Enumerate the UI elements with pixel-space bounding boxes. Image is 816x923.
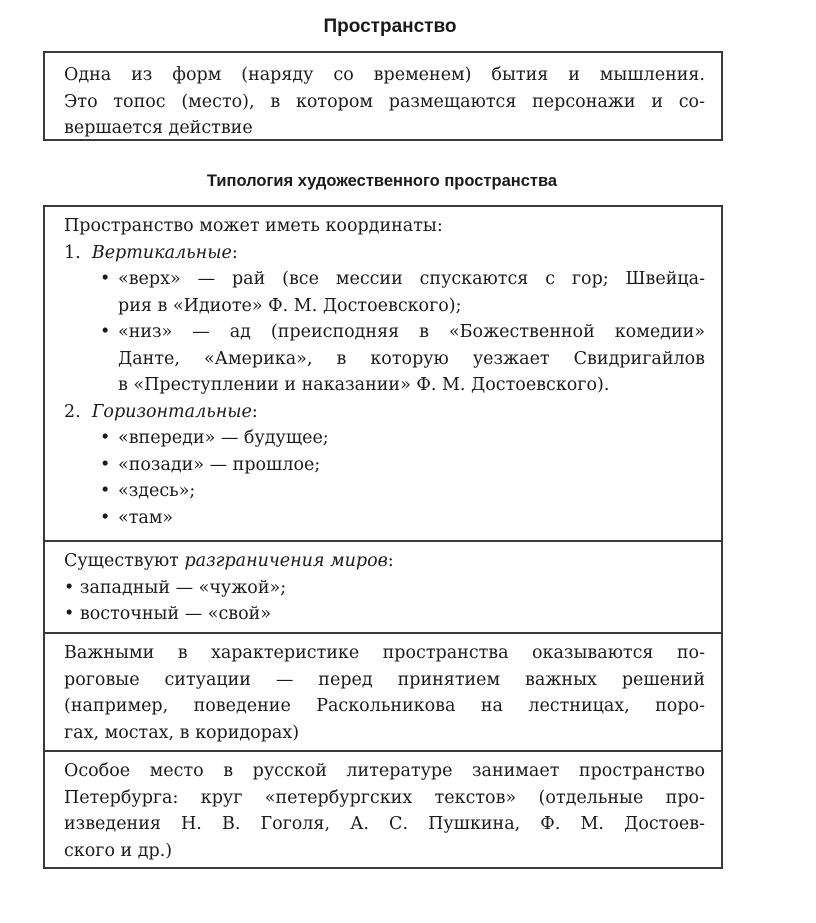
behind-text: «позади» — прошлое;: [118, 454, 321, 475]
worlds-intro-emphasis: разграничения миров: [184, 551, 388, 571]
petersburg-line: ского и др.): [64, 840, 173, 861]
threshold-section: [45, 634, 721, 752]
list-item: [64, 505, 705, 532]
petersburg-section: [45, 752, 721, 864]
list-item: [64, 575, 705, 602]
petersburg-line: Петербурга: круг «петербургских текстов» (отдельные про-: [64, 787, 705, 808]
east-text: восточный — «свой»: [79, 604, 272, 624]
colon: :: [231, 242, 238, 263]
vertical-label: Вертикальные: [91, 242, 232, 263]
down-line-1: «низ» — ад (преисподняя в «Божественной комедии»: [118, 322, 705, 342]
horizontal-label: Горизонтальные: [91, 401, 252, 422]
bullet: •: [64, 577, 75, 598]
up-line-1: «верх» — рай (все мессии спускаются с гор; Швейца-: [118, 269, 705, 289]
list-item: [64, 319, 705, 346]
typology-table: [43, 205, 723, 869]
list-item: [64, 601, 705, 628]
list-item: [64, 425, 705, 452]
there-text: «там»: [118, 507, 174, 528]
bullet: •: [100, 322, 111, 342]
threshold-line: гах, мостах, в коридорах): [64, 722, 300, 743]
ahead-text: «впереди» — будущее;: [118, 428, 329, 448]
threshold-line: роговые ситуации — перед принятием важных решений: [64, 669, 705, 690]
west-text: западный — «чужой»;: [79, 577, 287, 598]
definition-box: [43, 51, 723, 141]
bullet: •: [100, 481, 111, 501]
definition-line: Одна из форм (наряду со временем) бытия и мышления.: [64, 65, 705, 85]
list-number: 2.: [64, 401, 81, 422]
page-title: Пространство: [323, 16, 457, 37]
list-item: [64, 478, 705, 505]
coordinates-section: [45, 207, 721, 542]
list-number: 1.: [64, 242, 81, 263]
bullet: •: [64, 604, 75, 624]
bullet: •: [100, 507, 111, 528]
here-text: «здесь»;: [118, 481, 196, 501]
coordinates-intro: Пространство может иметь координаты:: [64, 216, 443, 236]
list-item-cont: Данте, «Америка», в которую уезжает Свидригайлов: [118, 348, 705, 369]
vertical-heading: [64, 240, 705, 267]
definition-line: вершается действие: [64, 118, 253, 138]
typology-title: Типология художественного пространства: [206, 172, 558, 190]
list-item: [64, 452, 705, 479]
colon: :: [387, 551, 394, 571]
bullet: •: [100, 428, 111, 448]
threshold-line: (например, поведение Раскольникова на лестницах, поро-: [64, 696, 705, 716]
threshold-line: Важными в характеристике пространства оказываются по-: [64, 643, 705, 663]
definition-line: Это топос (место), в котором размещаются персонажи и со-: [64, 91, 705, 112]
petersburg-line: изведения Н. В. Гоголя, А. С. Пушкина, Ф. М. Достоев-: [64, 814, 705, 834]
list-item: [64, 266, 705, 293]
worlds-intro-prefix: Существуют: [64, 551, 185, 571]
bullet: •: [100, 269, 111, 289]
list-item-cont: рия в «Идиоте» Ф. М. Достоевского);: [118, 295, 462, 316]
petersburg-line: Особое место в русской литературе занимает пространство: [64, 761, 705, 781]
worlds-section: [45, 542, 721, 634]
list-item-cont: в «Преступлении и наказании» Ф. М. Достоевского).: [118, 375, 610, 395]
worlds-intro: [64, 548, 705, 575]
bullet: •: [100, 454, 111, 475]
horizontal-heading: [64, 399, 705, 426]
colon: :: [251, 401, 258, 422]
